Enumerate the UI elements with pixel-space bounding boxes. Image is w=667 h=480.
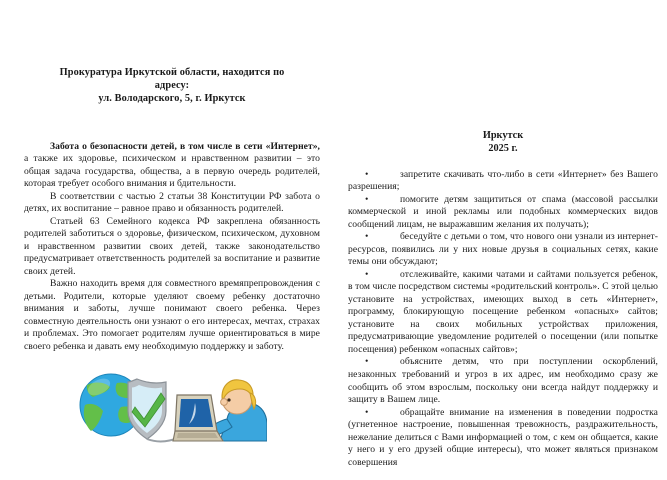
place-city: Иркутск xyxy=(482,130,524,141)
list-item-text: отслеживайте, какими чатами и сайтами пользуется ребенок, в том числе посредством системы «родительский контроль». С этой целью установите на устройствах, имеющих выход в сеть «Интернет», программу, блокирующую посещение ребенком «опасных» сайтов; установите на своих мобильных устройствах приложения, предусматривающие уведомление родителей о посещении (или попытке посещения) ребенком «опасных сайтов»; xyxy=(348,268,658,355)
right-column xyxy=(334,0,667,469)
paragraph-4-text: Важно находить время для совместного времяпрепровождения с детьми. Родители, которые уделяют своему ребенку достаточно внимания и заботы, лучше понимают своего ребенка. Через совместную деятельность они узнают о его интересах, мечтах, страхах и проблемах. Это помогает родителям лучше ориентироваться в мире своего ребенка и давать ему необходимую поддержку и заботу. xyxy=(24,278,320,352)
paragraph-1-lead: Забота о безопасности детей, в том числе в сети «Интернет», xyxy=(50,140,320,152)
bullet-marker-icon: • xyxy=(365,406,369,418)
list-item-text: помогите детям защититься от спама (массовой рассылки коммерческой и иной рекламы или подобных коммерческих видов сообщений лицам, не выражавшим желания их получать); xyxy=(348,193,658,230)
paragraph-1 xyxy=(24,141,320,191)
list-item-text: беседуйте с детьми о том, что нового они узнали из интернет-ресурсов, появились ли у них новые друзья в социальных сетях, какие темы они обсуждают; xyxy=(348,231,658,268)
bullet-marker-icon: • xyxy=(365,168,369,180)
address-line-3: ул. Володарского, 5, г. Иркутск xyxy=(98,93,246,105)
bullet-marker-icon: • xyxy=(365,268,369,280)
list-item-text: объясните детям, что при поступлении оскорблений, незаконных требований и угроз в их адрес, им необходимо сразу же сообщить об этом взрослым, поскольку они всегда найдут поддержку и защиту в Вашем лице. xyxy=(348,356,658,406)
illustration-container xyxy=(24,369,320,445)
list-item xyxy=(348,231,658,269)
paragraph-1-rest: а также их здоровье, психическом и нравственном развитии – это общая задача государства, общества, а в первую очередь родителей, которая требует особого внимания и бдительности. xyxy=(24,153,320,190)
paragraph-3-text: Статьей 63 Семейного кодекса РФ закреплена обязанность родителей заботиться о здоровье, физическом, психическом, духовном и нравственном развитии своих детей, также законодательство предусматривает ответственность родителей за воспитание и развитие своих детей. xyxy=(24,215,320,277)
list-item xyxy=(348,407,658,470)
list-item xyxy=(348,356,658,406)
list-item-text: обращайте внимание на изменения в поведении подростка (угнетенное настроение, повышенная тревожность, раздражительность, нежелание делиться с Вами информацией о том, с кем он общается, какие у него и у его друзей общие интересы), что может являться признаком совершения xyxy=(348,406,658,468)
bullet-marker-icon: • xyxy=(365,356,369,368)
address-heading xyxy=(24,66,320,106)
paragraph-4 xyxy=(24,278,320,353)
paragraph-2-text: В соответствии с частью 2 статьи 38 Конституции РФ забота о детях, их воспитание – равное право и обязанность родителей. xyxy=(24,190,320,215)
shield-check-icon xyxy=(128,379,166,439)
list-item xyxy=(348,169,658,194)
left-column xyxy=(0,0,334,445)
list-item xyxy=(348,269,658,357)
internet-safety-illustration xyxy=(77,369,267,445)
bullet-marker-icon: • xyxy=(365,193,369,205)
paragraph-3 xyxy=(24,216,320,279)
address-line-1: Прокуратура Иркутской области, находится по xyxy=(59,67,285,78)
place-year: 2025 г. xyxy=(488,143,518,155)
left-body-text xyxy=(24,141,320,354)
list-item xyxy=(348,194,658,232)
paragraph-2 xyxy=(24,191,320,216)
place-heading xyxy=(348,129,658,156)
boy-with-laptop-icon xyxy=(173,380,267,441)
address-line-2: адресу: xyxy=(154,80,190,92)
recommendations-list xyxy=(348,169,658,469)
list-item-text: запретите скачивать что-либо в сети «Интернет» без Вашего разрешения; xyxy=(348,168,658,193)
bullet-marker-icon: • xyxy=(365,231,369,243)
